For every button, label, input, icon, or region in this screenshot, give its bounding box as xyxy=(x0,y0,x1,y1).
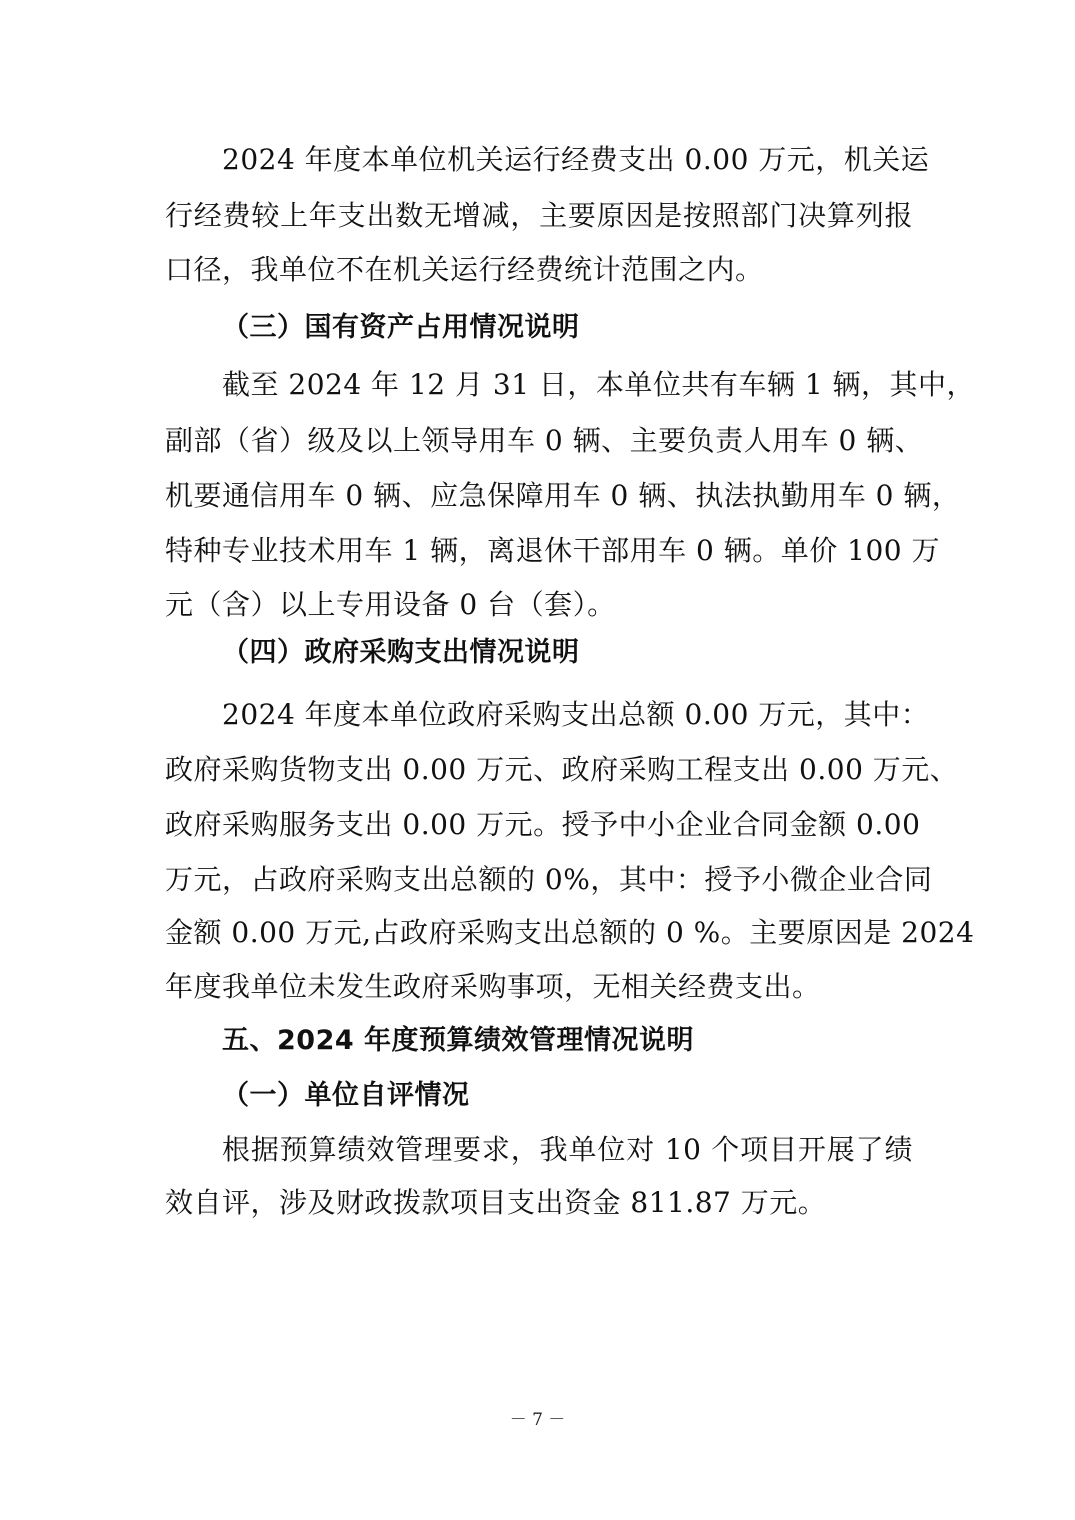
paragraph-line: 万元，占政府采购支出总额的 0%，其中：授予小微企业合同 xyxy=(165,863,933,896)
paragraph-line: 截至 2024 年 12 月 31 日，本单位共有车辆 1 辆，其中， xyxy=(222,368,976,401)
paragraph-line: 特种专业技术用车 1 辆，离退休干部用车 0 辆。单价 100 万 xyxy=(165,534,940,567)
paragraph-line: 年度我单位未发生政府采购事项，无相关经费支出。 xyxy=(165,970,821,1003)
paragraph-line: 根据预算绩效管理要求，我单位对 10 个项目开展了绩 xyxy=(222,1133,913,1166)
subsection-heading: （一）单位自评情况 xyxy=(222,1080,470,1111)
paragraph-line: 金额 0.00 万元,占政府采购支出总额的 0 %。主要原因是 2024 xyxy=(165,916,975,949)
page-number: － 7 － xyxy=(509,1410,566,1430)
section-heading: （三）国有资产占用情况说明 xyxy=(222,312,580,343)
paragraph-line: 行经费较上年支出数无增减，主要原因是按照部门决算列报 xyxy=(165,199,913,232)
paragraph-line: 2024 年度本单位政府采购支出总额 0.00 万元，其中： xyxy=(222,698,930,731)
paragraph-line: 口径，我单位不在机关运行经费统计范围之内。 xyxy=(165,253,764,286)
paragraph-line: 机要通信用车 0 辆、应急保障用车 0 辆、执法执勤用车 0 辆， xyxy=(165,479,961,512)
paragraph-line: 效自评，涉及财政拨款项目支出资金 811.87 万元。 xyxy=(165,1186,827,1219)
section-heading: 五、2024 年度预算绩效管理情况说明 xyxy=(222,1025,695,1056)
paragraph-line: 元（含）以上专用设备 0 台（套）。 xyxy=(165,588,616,621)
paragraph-line: 副部（省）级及以上领导用车 0 辆、主要负责人用车 0 辆、 xyxy=(165,424,924,457)
paragraph-line: 政府采购服务支出 0.00 万元。授予中小企业合同金额 0.00 xyxy=(165,808,921,841)
paragraph-line: 政府采购货物支出 0.00 万元、政府采购工程支出 0.00 万元、 xyxy=(165,753,959,786)
section-heading: （四）政府采购支出情况说明 xyxy=(222,637,580,668)
paragraph-line: 2024 年度本单位机关运行经费支出 0.00 万元，机关运 xyxy=(222,143,930,176)
